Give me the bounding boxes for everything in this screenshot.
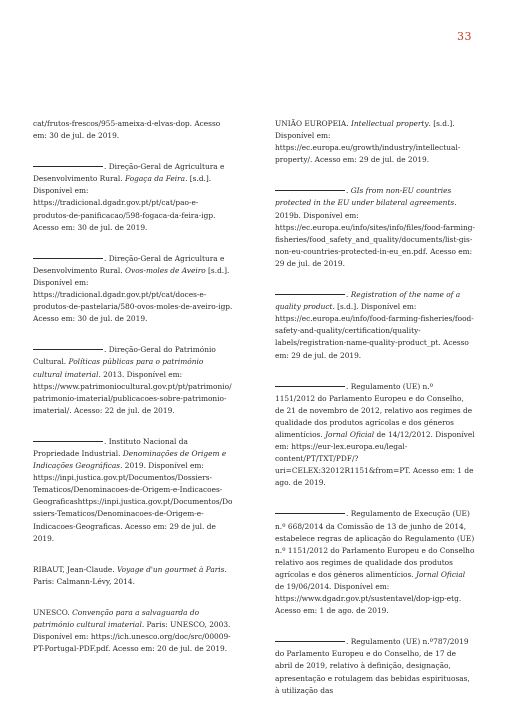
repeat-author-dash — [275, 294, 345, 295]
reference-title: Voyage d'un gourmet à Paris — [117, 564, 225, 574]
reference-text: . Direção-Geral de Agricultura e Desenvolvimento Rural. — [33, 253, 225, 275]
reference-entry — [275, 185, 475, 270]
reference-entry — [33, 436, 233, 545]
reference-text: RIBAUT, Jean-Claude. — [33, 564, 118, 574]
reference-text: . — [346, 290, 351, 300]
reference-entry — [33, 607, 233, 655]
right-column — [275, 118, 475, 716]
repeat-author-dash — [33, 441, 103, 442]
reference-text: . Regulamento (UE) n.º 1151/2012 do Parlamento Europeu e do Conselho, de 21 de novembro de 2012, relativo aos regimes de qualidade dos produtos agrícolas e dos géneros alimentícios. — [275, 381, 473, 439]
repeat-author-dash — [275, 513, 345, 514]
reference-title: Convenção para a salvaguarda do património cultural imaterial — [33, 607, 200, 629]
reference-entry — [33, 253, 233, 326]
repeat-author-dash — [33, 349, 103, 350]
reference-text: UNIÃO EUROPEIA. — [275, 119, 351, 128]
reference-text: . — [346, 186, 351, 196]
reference-title: GIs from non-EU countries protected in the EU under bilateral agreements — [275, 186, 455, 208]
reference-title: Fogaça da Feira — [125, 174, 186, 184]
reference-title: Registration of the name of a quality product — [275, 290, 461, 312]
left-column — [33, 118, 233, 674]
reference-details: . [s.d.]. Disponível em: https://ec.europa.eu/info/food-farming-fisheries/food-safety-and-quality/certification/quality-labels/registration-name-quality-product_pt. Acesso em: 29 de jul. de 2019. — [275, 302, 474, 360]
reference-details: . 2013. Disponível em: https://www.patrimoniocultural.gov.pt/pt/patrimonio/patrimonio-imaterial/publicacoes-sobre-patrimonio-imaterial/. Acesso: 22 de jul. de 2019. — [33, 369, 232, 415]
reference-details: . [s.d.]. Disponível em: https://ec.europa.eu/growth/industry/intellectual-property/. Acesso em: 29 de jul. de 2019. — [275, 119, 461, 165]
reference-entry — [275, 289, 475, 362]
repeat-author-dash — [275, 641, 345, 642]
reference-entry — [33, 161, 233, 234]
reference-text: . Instituto Nacional da Propriedade Industrial. — [33, 436, 188, 458]
repeat-author-dash — [275, 386, 345, 387]
reference-entry — [275, 118, 475, 166]
reference-details: de 19/06/2014. Disponível em: https://www.dgadr.gov.pt/sustentavel/dop-igp-etg. Acesso em: 1 de ago. de 2019. — [275, 582, 462, 616]
reference-title: Intellectual property — [350, 119, 429, 128]
reference-title: Denominações de Origem e Indicações Geográficas — [33, 448, 227, 471]
reference-details: [s.d.]. Disponível em: https://tradicional.dgadr.gov.pt/pt/cat/doces-e-produtos-de-pastelaria/580-ovos-moles-de-aveiro-igp. Acesso em: 30 de jul. de 2019. — [33, 265, 233, 324]
reference-details: de 14/12/2012. Disponível em: https://eur-lex.europa.eu/legal-content/PT/TXT/PDF/?uri=CELEX:32012R1151&from=PT. Acesso em: 1 de ago. de 2019. — [275, 429, 475, 488]
reference-entry — [33, 344, 233, 417]
reference-text: . Direção-Geral do Património Cultural. — [33, 345, 216, 367]
reference-entry — [275, 508, 475, 617]
reference-details: . Paris: UNESCO, 2003. Disponível em: https://ich.unesco.org/doc/src/00009-PT-Portugal-PDF.pdf. Acesso em: 20 de jul. de 2019. — [33, 620, 231, 654]
reference-details: . [s.d.]. Disponível em: https://tradicional.dgadr.gov.pt/pt/cat/pao-e-produtos-de-panificacao/598-fogaca-da-feira-igp. Acesso em: 30 de jul. de 2019. — [33, 174, 216, 232]
reference-text: cat/frutos-frescos/955-ameixa-d-elvas-dop. Acesso em: 30 de jul. de 2019. — [33, 119, 221, 141]
reference-details: . 2019. Disponível em: https://inpi.justica.gov.pt/Documentos/Dossiers-Tematicos/Denominacoes-de-Origem-e-Indicacoes-Geograficashttps://inpi.justica.gov.pt/Documentos/Dossiers-Tematicos/Denominacoes-de-Origem-e-Indicacoes-Geograficas. Acesso em: 29 de jul. de 2019. — [33, 461, 233, 543]
reference-text: . Regulamento de Execução (UE) n.º 668/2014 da Comissão de 13 de junho de 2014, estabelece regras de aplicação do Regulamento (UE) n.º 1151/2012 do Parlamento Europeu e do Conselho relativo aos regimes de qualidade dos produtos agrícolas e dos géneros alimentícios. — [275, 509, 475, 579]
reference-details: . Paris: Calmann-Lévy, 2014. — [33, 564, 227, 586]
repeat-author-dash — [275, 190, 345, 191]
repeat-author-dash — [33, 258, 103, 259]
reference-entry — [275, 381, 475, 490]
reference-title: Jornal Oficial — [325, 429, 375, 439]
repeat-author-dash — [33, 166, 103, 167]
reference-title: Jornal Oficial — [416, 569, 466, 579]
reference-entry — [33, 118, 233, 142]
reference-details: . 2019b. Disponível em: https://ec.europa.eu/info/sites/info/files/food-farming-fisheries/food_safety_and_quality/documents/list-gis-non-eu-countries-protected-in-eu_en.pdf. Acesso em: 29 de jul. de 2019. — [275, 198, 476, 268]
reference-text: . Regulamento (UE) n.º787/2019 do Parlamento Europeu e do Conselho, de 17 de abril de 2019, relativo à definição, designação, apresentação e rotulagem das bebidas espirituosas, à utilização das — [275, 637, 470, 695]
reference-entry — [275, 636, 475, 696]
reference-title: Ovos-moles de Aveiro — [125, 265, 206, 275]
reference-text: . Direção-Geral de Agricultura e Desenvolvimento Rural. — [33, 162, 225, 184]
reference-entry — [33, 564, 233, 588]
reference-text: UNESCO. — [33, 607, 73, 617]
page-number: 33 — [457, 30, 472, 43]
reference-title: Políticas públicas para o património cultural imaterial — [33, 357, 204, 379]
